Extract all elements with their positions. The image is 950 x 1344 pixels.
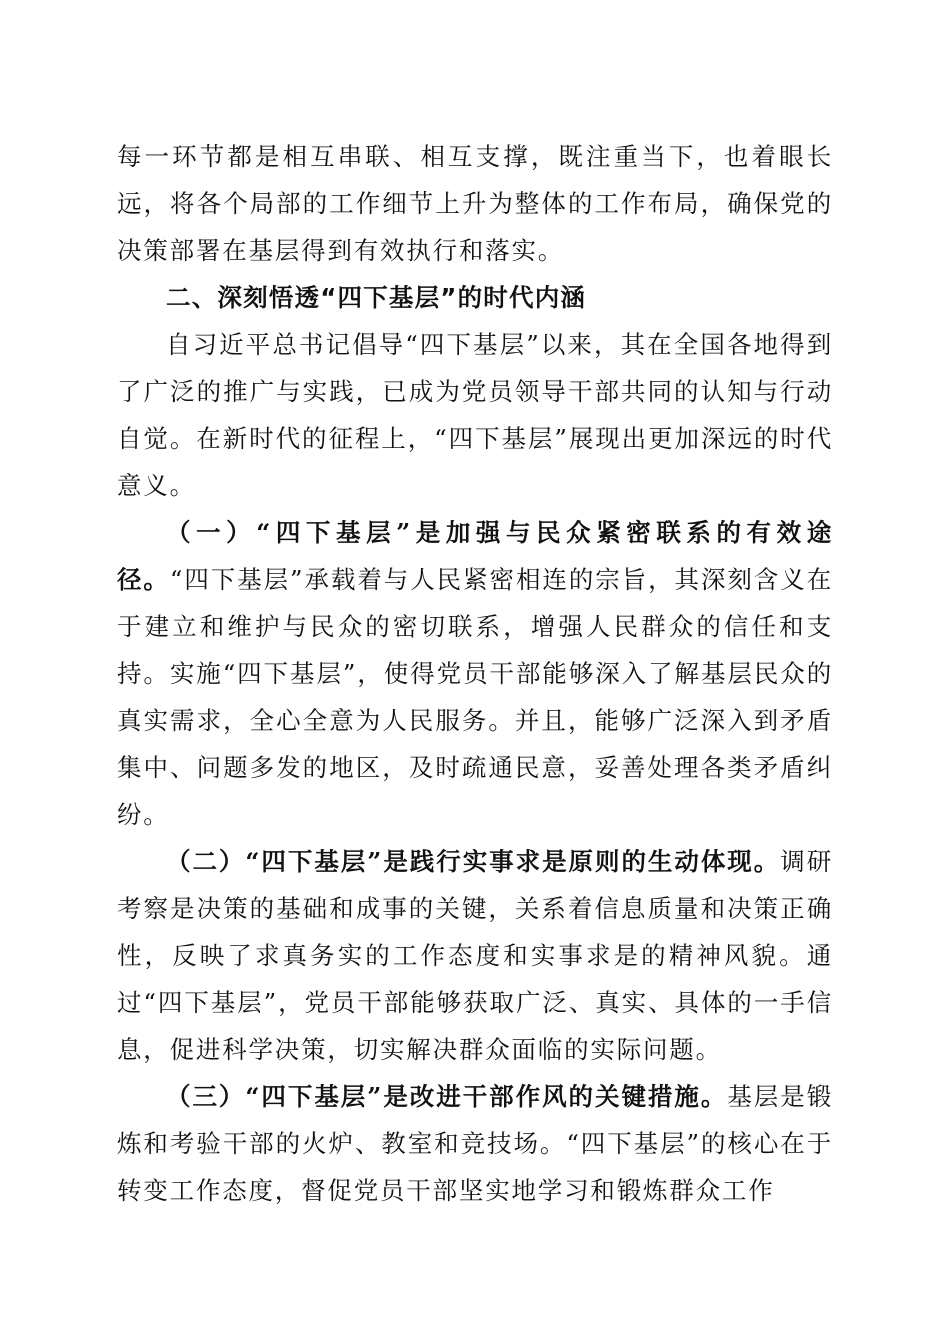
- point-3-body: 基层是锻炼和考验干部的火炉、教室和竞技场。“四下基层”的核心在于转变工作态度，督促党员干部坚实地学习和锻炼群众工作: [117, 1082, 833, 1205]
- point-1-body: “四下基层”承载着与人民紧密相连的宗旨，其深刻含义在于建立和维护与民众的密切联系，增强人民群众的信任和支持。实施“四下基层”，使得党员干部能够深入了解基层民众的真实需求，全心全意为人民服务。并且，能够广泛深入到矛盾集中、问题多发的地区，及时疏通民意，妥善处理各类矛盾纠纷。: [117, 565, 833, 829]
- point-paragraph-2: [117, 838, 833, 1073]
- section-heading-text: 二、深刻悟透“四下基层”的时代内涵: [166, 283, 587, 312]
- intro-paragraph: [117, 321, 833, 509]
- point-paragraph-3: [117, 1073, 833, 1214]
- intro-paragraph-text: 自习近平总书记倡导“四下基层”以来，其在全国各地得到了广泛的推广与实践，已成为党员领导干部共同的认知与行动自觉。在新时代的征程上，“四下基层”展现出更加深远的时代意义。: [117, 330, 833, 500]
- continued-paragraph-text: 每一环节都是相互串联、相互支撑，既注重当下，也着眼长远，将各个局部的工作细节上升为整体的工作布局，确保党的决策部署在基层得到有效执行和落实。: [117, 142, 833, 265]
- point-2-lead: （二）“四下基层”是践行实事求是原则的生动体现。: [166, 847, 781, 876]
- point-2-body: 调研考察是决策的基础和成事的关键，关系着信息质量和决策正确性，反映了求真务实的工作态度和实事求是的精神风貌。通过“四下基层”，党员干部能够获取广泛、真实、具体的一手信息，促进科学决策，切实解决群众面临的实际问题。: [117, 847, 833, 1064]
- continued-paragraph: [117, 133, 833, 274]
- point-paragraph-1: [117, 509, 833, 838]
- document-body: [117, 133, 833, 1214]
- point-1-lead: （一）“四下基层”是加强与民众紧密联系的有效途径。: [117, 518, 833, 594]
- point-3-lead: （三）“四下基层”是改进干部作风的关键措施。: [166, 1082, 728, 1111]
- section-heading: [117, 274, 833, 321]
